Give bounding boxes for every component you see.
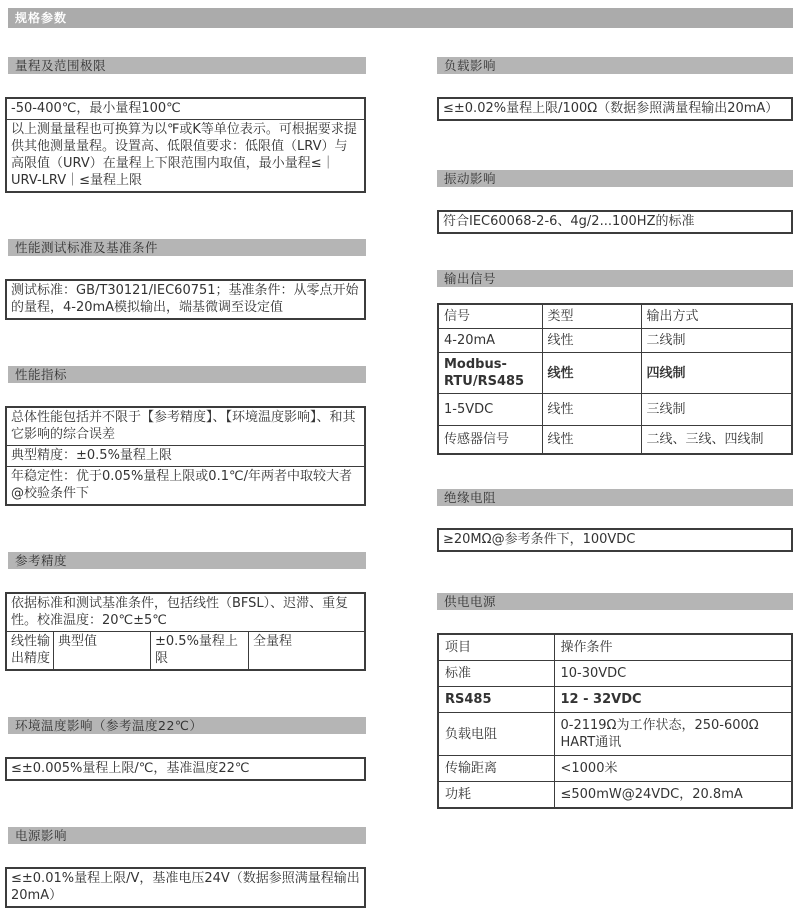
table-cell: 线性 (542, 394, 641, 426)
table-header-row (438, 634, 792, 661)
section-insulation-resistance (437, 489, 793, 552)
section-range-limits (5, 57, 366, 193)
section-performance (5, 366, 366, 506)
section-header: 电源影响 (8, 827, 366, 844)
table-row (438, 756, 792, 782)
spec-text-row: 年稳定性：优于0.05%量程上限或0.1℃/年两者中取较大者@校验条件下 (7, 466, 364, 504)
table-cell: 三线制 (641, 394, 792, 426)
table-cell: 标准 (438, 661, 554, 687)
section-ambient-temp-effect (5, 717, 366, 781)
spec-box (5, 97, 366, 193)
table-cell: 线性输出精度 (11, 634, 51, 666)
spec-text-row: 符合IEC60068-2-6、4g/2...100HZ的标准 (443, 214, 695, 229)
table-cell: 功耗 (438, 782, 554, 809)
spec-text-row: ≤±0.01%量程上限/V，基准电压24V（数据参照满量程输出20mA） (11, 871, 360, 903)
table-cell: ±0.5%量程上限 (150, 632, 248, 669)
table-row (438, 394, 792, 426)
right-column (437, 57, 793, 908)
table-header-cell: 输出方式 (641, 304, 792, 329)
table-cell: 二线制 (641, 329, 792, 353)
section-vibration-effect (437, 170, 793, 234)
spec-box (5, 406, 366, 506)
table-row (438, 426, 792, 455)
spec-text-row: 典型精度：±0.5%量程上限 (7, 445, 364, 466)
section-output-signal (437, 270, 793, 455)
section-header: 性能测试标准及基准条件 (8, 239, 366, 256)
table-row (438, 782, 792, 809)
spec-box (437, 528, 793, 552)
table-row (438, 687, 792, 713)
content-columns (5, 57, 793, 908)
table-cell: 二线、三线、四线制 (641, 426, 792, 455)
section-power-effect (5, 827, 366, 908)
table-cell: 传输距离 (438, 756, 554, 782)
table-header-row (438, 304, 792, 329)
accuracy-grid-row (7, 631, 364, 669)
table-cell: 传感器信号 (438, 426, 542, 455)
section-header: 供电电源 (437, 593, 793, 610)
table-cell: 10-30VDC (554, 661, 792, 687)
table-cell: 1-5VDC (438, 394, 542, 426)
table-header-cell: 类型 (542, 304, 641, 329)
spec-box (437, 97, 793, 121)
page-title: 规格参数 (8, 8, 793, 28)
table-cell: 线性 (542, 329, 641, 353)
power-supply-table (437, 633, 793, 809)
table-cell: 四线制 (641, 353, 792, 394)
left-column (5, 57, 366, 908)
table-cell: 典型值 (53, 632, 150, 669)
section-header: 性能指标 (8, 366, 366, 383)
section-header: 振动影响 (437, 170, 793, 187)
spec-box (5, 757, 366, 781)
section-test-standard (5, 239, 366, 320)
section-power-supply (437, 593, 793, 809)
table-cell: 12 - 32VDC (554, 687, 792, 713)
spec-box (437, 210, 793, 234)
table-cell: 0-2119Ω为工作状态，250-600Ω HART通讯 (554, 713, 792, 756)
table-cell: <1000米 (554, 756, 792, 782)
spec-text-row: 总体性能包括并不限于【参考精度】、【环境温度影响】、和其它影响的综合误差 (11, 410, 356, 442)
table-row (438, 353, 792, 394)
spec-text-row: 以上测量量程也可换算为以℉或K等单位表示。可根据要求提供其他测量量程。设置高、低限值要求：低限值（LRV）与高限值（URV）在量程上下限范围内取值，最小量程≤｜URV-LRV｜≤量程上限 (7, 119, 364, 191)
section-header: 绝缘电阻 (437, 489, 793, 506)
spec-text-row: ≤±0.02%量程上限/100Ω（数据参照满量程输出20mA） (443, 101, 779, 116)
spec-text-row: ≥20MΩ@参考条件下，100VDC (443, 532, 636, 547)
table-header-cell: 操作条件 (554, 634, 792, 661)
spec-box (5, 279, 366, 320)
table-row (438, 713, 792, 756)
table-cell: 线性 (542, 353, 641, 394)
spec-text-row: 依据标准和测试基准条件，包括线性（BFSL）、迟滞、重复性。校准温度：20℃±5℃ (11, 596, 349, 628)
table-cell: Modbus-RTU/RS485 (438, 353, 542, 394)
table-header-cell: 信号 (438, 304, 542, 329)
table-cell: 4-20mA (438, 329, 542, 353)
spec-text-row: ≤±0.005%量程上限/℃，基准温度22℃ (11, 761, 250, 776)
output-signal-table (437, 303, 793, 455)
table-cell: RS485 (438, 687, 554, 713)
section-reference-accuracy (5, 552, 366, 671)
spec-text-row: 测试标准：GB/T30121/IEC60751；基准条件：从零点开始的量程，4-20mA模拟输出，端基微调至设定值 (11, 283, 359, 315)
section-header: 环境温度影响（参考温度22℃） (8, 717, 366, 734)
table-row (438, 329, 792, 353)
spec-text-row: -50-400℃，最小量程100℃ (11, 101, 181, 116)
section-load-effect (437, 57, 793, 121)
section-header: 量程及范围极限 (8, 57, 366, 74)
table-cell: 负载电阻 (438, 713, 554, 756)
section-header: 参考精度 (8, 552, 366, 569)
spec-box (5, 592, 366, 671)
table-cell: ≤500mW@24VDC，20.8mA (554, 782, 792, 809)
spec-box (5, 867, 366, 908)
table-row (438, 661, 792, 687)
table-header-cell: 项目 (438, 634, 554, 661)
table-cell: 线性 (542, 426, 641, 455)
section-header: 输出信号 (437, 270, 793, 287)
section-header: 负载影响 (437, 57, 793, 74)
table-cell: 全量程 (248, 632, 364, 669)
